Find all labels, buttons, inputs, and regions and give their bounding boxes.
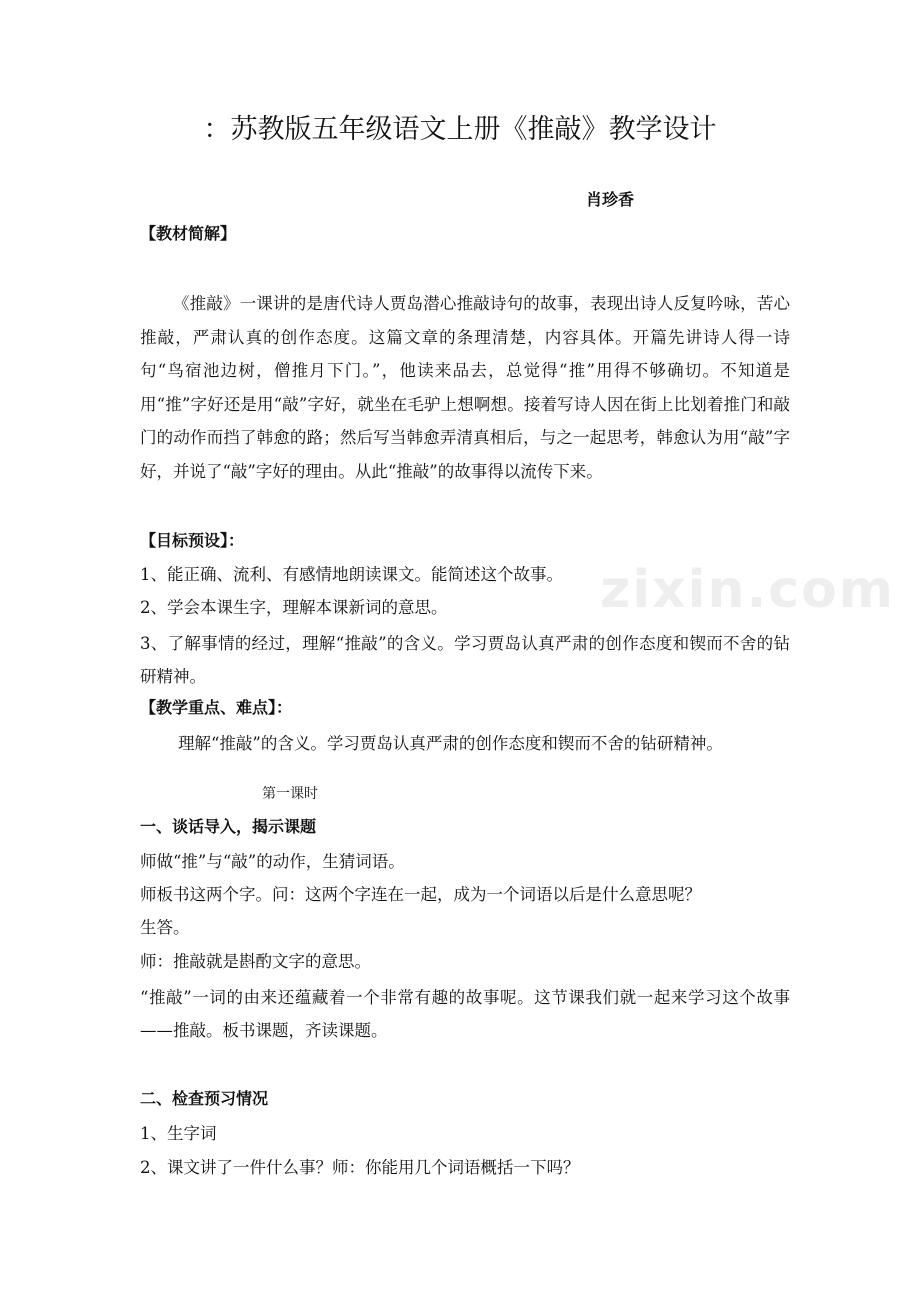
watermark: zixin.com bbox=[600, 560, 895, 620]
part2-line-2: 2、课文讲了一件什么事？师：你能用几个词语概括一下吗？ bbox=[140, 1158, 580, 1177]
part1-line-4: 师：推敲就是斟酌文字的意思。 bbox=[140, 952, 371, 971]
document-title: ：苏教版五年级语文上册《推敲》教学设计 bbox=[203, 114, 717, 145]
part1-line-1: 师做“推”与“敲”的动作，生猜词语。 bbox=[140, 852, 405, 871]
lesson-label: 第一课时 bbox=[262, 786, 318, 802]
section-heading-zhongdian: 【教学重点、难点】： bbox=[140, 698, 293, 717]
section-heading-part1: 一、谈话导入，揭示课题 bbox=[140, 817, 317, 836]
section-heading-jiaocai: 【教材简解】 bbox=[140, 224, 237, 243]
section-heading-mubiao: 【目标预设】： bbox=[140, 531, 245, 550]
part2-line-1: 1、生字词 bbox=[140, 1124, 217, 1143]
goal-item-2: 2、学会本课生字，理解本课新词的意思。 bbox=[140, 598, 448, 617]
jiaocai-paragraph: 《推敲》一课讲的是唐代诗人贾岛潜心推敲诗句的故事，表现出诗人反复吟咏，苦心推敲，严肃认真的创作态度。这篇文章的条理清楚，内容具体。开篇先讲诗人得一诗句“鸟宿池边树，僧推月下门。”，他读来品去，总觉得“推”用得不够确切。不知道是用“推”字好还是用“敲”字好，就坐在毛驴上想啊想。接着写诗人因在街上比划着推门和敲门的动作而挡了韩愈的路；然后写当韩愈弄清真相后，与之一起思考，韩愈认为用“敲”字好，并说了“敲”字好的理由。从此“推敲”的故事得以流传下来。 bbox=[140, 294, 790, 481]
author-name: 肖珍香 bbox=[586, 190, 635, 209]
part1-line-5: “推敲”一词的由来还蕴藏着一个非常有趣的故事呢。这节课我们就一起来学习这个故事——推敲。板书课题，齐读课题。 bbox=[140, 988, 790, 1040]
goal-item-1: 1、能正确、流利、有感情地朗读课文。能简述这个故事。 bbox=[140, 565, 563, 584]
part1-line-2: 师板书这两个字。问：这两个字连在一起，成为一个词语以后是什么意思呢？ bbox=[140, 885, 701, 904]
part1-line-3: 生答。 bbox=[140, 918, 190, 937]
key-point-text: 理解“推敲”的含义。学习贾岛认真严肃的创作态度和锲而不舍的钻研精神。 bbox=[178, 734, 723, 753]
goal-item-3: 3、了解事情的经过，理解“推敲”的含义。学习贾岛认真严肃的创作态度和锲而不舍的钻研精神。 bbox=[140, 634, 790, 686]
section-heading-part2: 二、检查预习情况 bbox=[140, 1089, 269, 1108]
